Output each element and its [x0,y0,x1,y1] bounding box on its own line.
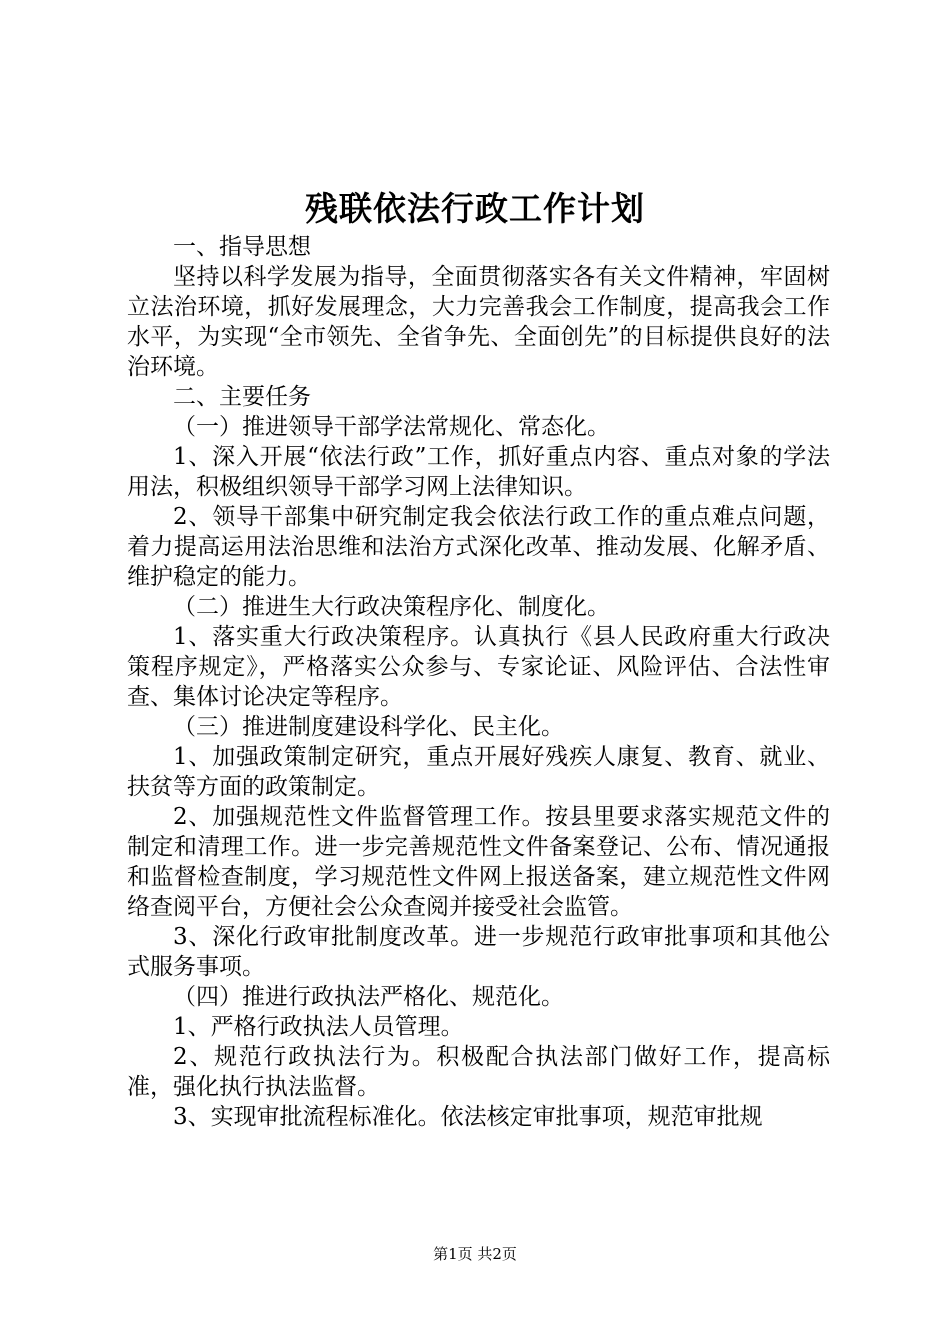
paragraph: 2、加强规范性文件监督管理工作。按县里要求落实规范文件的制定和清理工作。进一步完善规范性文件备案登记、公布、情况通报和监督检查制度，学习规范性文件网上报送备案，建立规范性文件网络查阅平台，方便社会公众查阅并接受社会监管。 [127,804,830,920]
subsection-heading: （一）推进领导干部学法常规化、常态化。 [173,414,610,440]
subsection-heading: （三）推进制度建设科学化、民主化。 [173,714,564,740]
paragraph: 1、深入开展“依法行政”工作，抓好重点内容、重点对象的学法用法，积极组织领导干部学习网上法律知识。 [127,444,830,500]
page-indicator: 第1页 共2页 [433,1245,517,1263]
section-heading-guiding-ideology: 一、指导思想 [173,234,311,260]
subsection-heading: （四）推进行政执法严格化、规范化。 [173,984,564,1010]
paragraph: 2、领导干部集中研究制定我会依法行政工作的重点难点问题，着力提高运用法治思维和法治方式深化改革、推动发展、化解矛盾、维护稳定的能力。 [127,504,830,590]
paragraph: 1、加强政策制定研究，重点开展好残疾人康复、教育、就业、扶贫等方面的政策制定。 [127,744,830,800]
paragraph: 3、深化行政审批制度改革。进一步规范行政审批事项和其他公式服务事项。 [127,924,830,980]
subsection-heading: （二）推进生大行政决策程序化、制度化。 [173,594,610,620]
paragraph: 2、规范行政执法行为。积极配合执法部门做好工作，提高标准，强化执行执法监督。 [127,1044,830,1100]
paragraph: 1、严格行政执法人员管理。 [173,1014,464,1040]
document-title: 残联依法行政工作计划 [305,189,645,228]
document-body [127,232,830,1132]
paragraph: 1、落实重大行政决策程序。认真执行《县人民政府重大行政决策程序规定》，严格落实公众参与、专家论证、风险评估、合法性审查、集体讨论决定等程序。 [127,624,830,710]
section-heading-main-tasks: 二、主要任务 [173,384,311,410]
paragraph: 3、实现审批流程标准化。依法核定审批事项，规范审批规 [173,1104,763,1130]
paragraph: 坚持以科学发展为指导，全面贯彻落实各有关文件精神，牢固树立法治环境，抓好发展理念，大力完善我会工作制度，提高我会工作水平，为实现“全市领先、全省争先、全面创先”的目标提供良好的法治环境。 [127,264,830,380]
